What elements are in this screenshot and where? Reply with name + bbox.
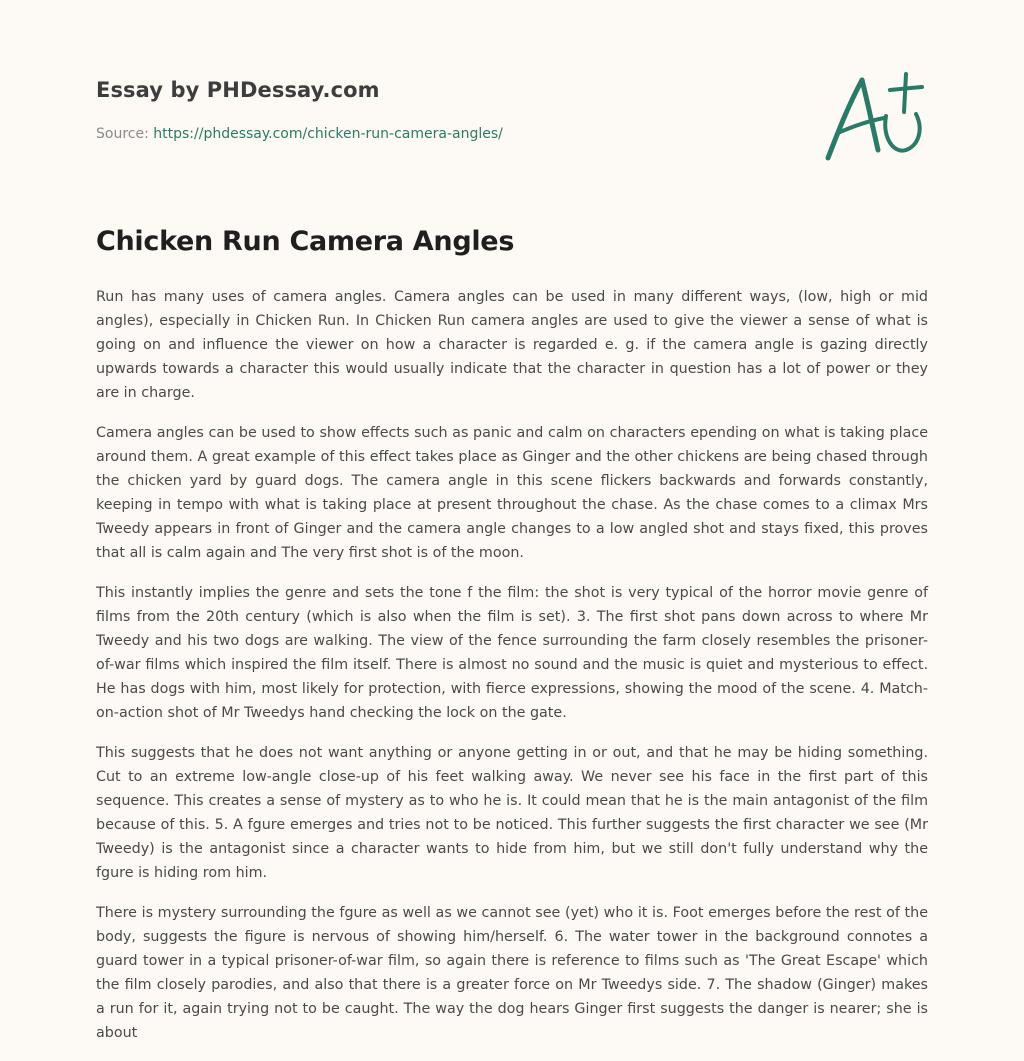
site-title: Essay by PHDessay.com <box>96 78 380 102</box>
logo-plus-horizontal <box>890 87 922 90</box>
logo-smile-swoosh <box>885 114 919 151</box>
essay-paragraph-1: Run has many uses of camera angles. Camera angles can be used in many different ways, (low, high or mid angles), especially in Chicken Run. In Chicken Run camera angles are used to give the viewer a sense of what is going on and influence the viewer on how a character is regarded e. g. if the camera angle is gazing directly upwards towards a character this would usually indicate that the character in question has a lot of power or they are in charge. <box>96 289 928 401</box>
a-plus-logo-icon <box>818 66 928 166</box>
logo-a-left-stroke <box>828 80 862 158</box>
logo-plus-vertical <box>904 74 906 112</box>
essay-paragraph-4: This suggests that he does not want anything or anyone getting in or out, and that he may be hiding something. Cut to an extreme low-angle close-up of his feet walking away. We never see his face in the first part of this sequence. This creates a sense of mystery as to who he is. It could mean that he is the main antagonist of the film because of this. 5. A fgure emerges and tries not to be noticed. This further suggests the first character we see (Mr Tweedy) is the antagonist since a character wants to hide from him, but we still don't fully understand why the fgure is hiding rom him. <box>96 745 928 881</box>
essay-paragraph-3: This instantly implies the genre and sets the tone f the film: the shot is very typical of the horror movie genre of films from the 20th century (which is also when the film is set). 3. The first shot pans down across to where Mr Tweedy and his two dogs are walking. The view of the fence surrounding the farm closely resembles the prisoner-of-war films which inspired the film itself. There is almost no sound and the music is quiet and mysterious to effect. He has dogs with him, most likely for protection, with fierce expressions, showing the mood of the scene. 4. Match-on-action shot of Mr Tweedys hand checking the lock on the gate. <box>96 585 928 721</box>
essay-title: Chicken Run Camera Angles <box>96 226 515 257</box>
essay-paragraph-5: There is mystery surrounding the fgure as well as we cannot see (yet) who it is. Foot emerges before the rest of the body, suggests the figure is nervous of showing him/herself. 6. The water tower in the background connotes a guard tower in a typical prisoner-of-war film, so again there is reference to films such as 'The Great Escape' which the film closely parodies, and also that there is a greater force on Mr Tweedys side. 7. The shadow (Ginger) makes a run for it, again trying not to be caught. The way the dog hears Ginger first suggests the danger is nearer; she is about <box>96 905 928 1041</box>
source-label: Source: <box>96 126 149 142</box>
page-header <box>96 78 796 142</box>
essay-body <box>96 285 928 1061</box>
logo-a-crossbar <box>840 118 884 132</box>
logo-a-right-stroke <box>862 80 878 150</box>
source-link[interactable]: https://phdessay.com/chicken-run-camera-angles/ <box>153 126 503 142</box>
source-line <box>96 126 796 142</box>
essay-paragraph-2: Camera angles can be used to show effects such as panic and calm on characters epending on what is taking place around them. A great example of this effect takes place as Ginger and the other chickens are being chased through the chicken yard by guard dogs. The camera angle in this scene flickers backwards and forwards constantly, keeping in tempo with what is taking place at present throughout the chase. As the chase comes to a climax Mrs Tweedy appears in front of Ginger and the camera angle changes to a low angled shot and stays fixed, this proves that all is calm again and The very first shot is of the moon. <box>96 425 928 561</box>
